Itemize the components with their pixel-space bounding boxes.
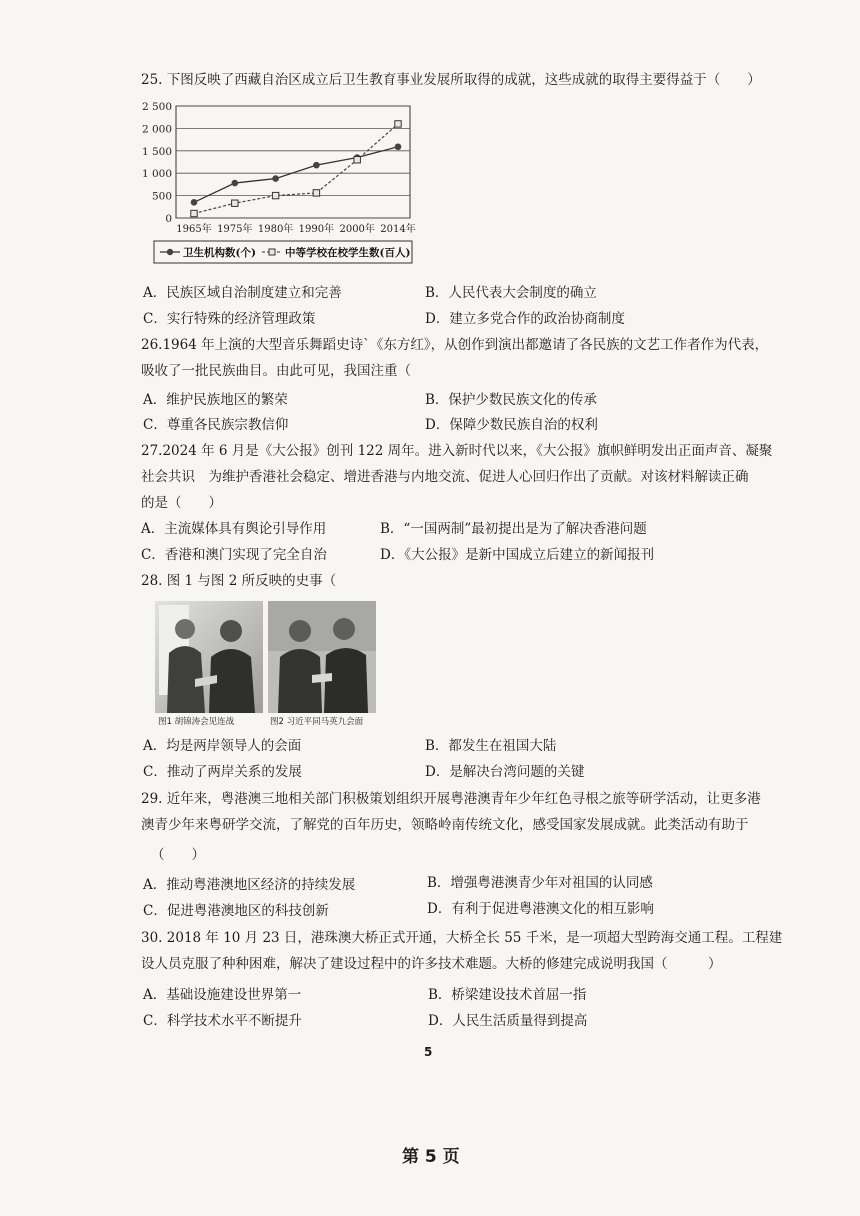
q25-option-a: A．民族区域自治制度建立和完善: [143, 285, 342, 301]
legend-marker-students: [269, 249, 275, 255]
legend-label-students: 中等学校在校学生数(百人): [285, 247, 411, 259]
q26-stem-line1: 26.1964 年上演的大型音乐舞蹈史诗`《东方红》，从创作到演出都邀请了各民族的文艺工作者作为代表，: [141, 337, 769, 353]
figure-1-caption: 图1 胡锦涛会见连战: [158, 717, 235, 727]
q30-option-c: C．科学技术水平不断提升: [143, 1013, 302, 1029]
chart-x-tick-labels: [176, 222, 415, 235]
q27-option-c: C．香港和澳门实现了完全自治: [141, 547, 327, 563]
chart-legend: [154, 241, 412, 263]
q28-option-c: C．推动了两岸关系的发展: [143, 764, 302, 780]
chart-point-health: [232, 180, 239, 187]
chart-point-students: [354, 157, 360, 163]
chart-point-health: [313, 162, 320, 169]
chart-y-tick-label: 0: [165, 213, 172, 225]
q30-option-a: A．基础设施建设世界第一: [143, 987, 302, 1003]
q26-option-c: C．尊重各民族宗教信仰: [143, 417, 289, 433]
chart-point-students: [313, 190, 319, 196]
q28-option-b: B．都发生在祖国大陆: [425, 738, 557, 754]
chart-point-students: [191, 210, 197, 216]
line-chart: [140, 98, 420, 268]
legend-label-health: 卫生机构数(个): [183, 247, 256, 259]
q29-option-d: D．有利于促进粤港澳文化的相互影响: [427, 901, 654, 917]
figure-2-caption: 图2 习近平同马英九会面: [270, 717, 364, 727]
page-number: 5: [424, 1045, 433, 1059]
q29-stem-line2: 澳青少年来粤研学交流，了解党的百年历史，领略岭南传统文化，感受国家发展成就。此类活动有助于: [141, 817, 749, 833]
legend-marker-health: [167, 249, 173, 255]
chart-x-tick-label: 1990年: [298, 224, 335, 235]
chart-x-tick-label: 2000年: [339, 224, 375, 235]
q28-option-a: A．均是两岸领导人的会面: [143, 738, 302, 754]
q27-option-d: D．《大公报》是新中国成立后建立的新闻报刊: [380, 547, 655, 563]
figure-1-photo: [155, 601, 263, 713]
q25-stem: 25. 下图反映了西藏自治区成立后卫生教育事业发展所取得的成就，这些成就的取得主要得益于（ ）: [141, 72, 761, 88]
q27-option-b: B．“一国两制”最初提出是为了解决香港问题: [380, 521, 647, 537]
chart-x-tick-label: 1980年: [257, 224, 294, 235]
q25-option-d: D．建立多党合作的政治协商制度: [425, 311, 625, 327]
q29-stem-line1: 29. 近年来，粤港澳三地相关部门积极策划组织开展粤港澳青年少年红色寻根之旅等研学活动，让更多港: [141, 791, 761, 807]
chart-y-tick-label: 2 500: [141, 101, 172, 113]
q28-stem: 28. 图 1 与图 2 所反映的史事（: [141, 573, 337, 589]
q29-option-c: C．促进粤港澳地区的科技创新: [143, 903, 329, 919]
page-footer: 第 5 页: [402, 1147, 460, 1167]
chart-x-tick-label: 1975年: [217, 224, 253, 235]
chart-gridlines: [176, 106, 410, 218]
q30-stem-line1: 30. 2018 年 10 月 23 日，港珠澳大桥正式开通，大桥全长 55 千米，是一项超大型跨海交通工程。工程建: [141, 930, 783, 946]
q30-option-d: D．人民生活质量得到提高: [428, 1013, 588, 1029]
q30-stem-line2: 设人员克服了种种困难，解决了建设过程中的许多技术难题。大桥的修建完成说明我国（ ）: [141, 956, 722, 972]
q29-stem-line3: （ ）: [151, 847, 205, 863]
chart-plot-frame: [176, 106, 410, 218]
q30-option-b: B．桥梁建设技术首屈一指: [428, 987, 587, 1003]
q27-option-a: A．主流媒体具有舆论引导作用: [141, 521, 327, 537]
chart-y-tick-label: 1 500: [141, 145, 172, 158]
figure-2-photo: [268, 601, 376, 713]
chart-y-tick-label: 500: [151, 190, 172, 203]
q28-option-d: D．是解决台湾问题的关键: [425, 764, 585, 780]
q25-option-b: B．人民代表大会制度的确立: [425, 285, 597, 301]
chart-series-line: [194, 124, 398, 214]
chart-point-health: [272, 175, 279, 182]
q29-option-a: A．推动粤港澳地区经济的持续发展: [143, 877, 356, 893]
chart-y-tick-label: 1 000: [141, 168, 172, 181]
q27-stem-line3: 的是（ ）: [141, 495, 222, 511]
chart-point-health: [395, 143, 402, 150]
chart-point-students: [395, 121, 401, 127]
q25-option-c: C．实行特殊的经济管理政策: [143, 311, 316, 327]
q27-stem-line2: 社会共识 为维护香港社会稳定、增进香港与内地交流、促进人心回归作出了贡献。对该材料解读正确: [141, 469, 749, 485]
q26-stem-line2: 吸收了一批民族曲目。由此可见，我国注重（: [141, 363, 411, 379]
q29-option-b: B．增强粤港澳青少年对祖国的认同感: [427, 875, 653, 891]
chart-y-tick-label: 2 000: [141, 123, 172, 136]
q27-stem-line1: 27.2024 年 6 月是《大公报》创刊 122 周年。进入新时代以来，《大公报》旗帜鲜明发出正面声音、凝聚: [141, 443, 773, 459]
q26-option-d: D．保障少数民族自治的权利: [425, 417, 598, 433]
q26-option-a: A．维护民族地区的繁荣: [143, 392, 288, 408]
chart-point-health: [191, 199, 198, 206]
chart-point-students: [232, 200, 238, 206]
chart-series-line: [194, 147, 398, 203]
q26-option-b: B．保护少数民族文化的传承: [425, 392, 597, 408]
chart-series: [191, 121, 402, 217]
chart-y-tick-labels: [142, 101, 172, 225]
chart-point-students: [272, 192, 278, 198]
chart-x-tick-label: 2014年: [380, 224, 416, 235]
chart-x-tick-label: 1965年: [176, 224, 212, 235]
